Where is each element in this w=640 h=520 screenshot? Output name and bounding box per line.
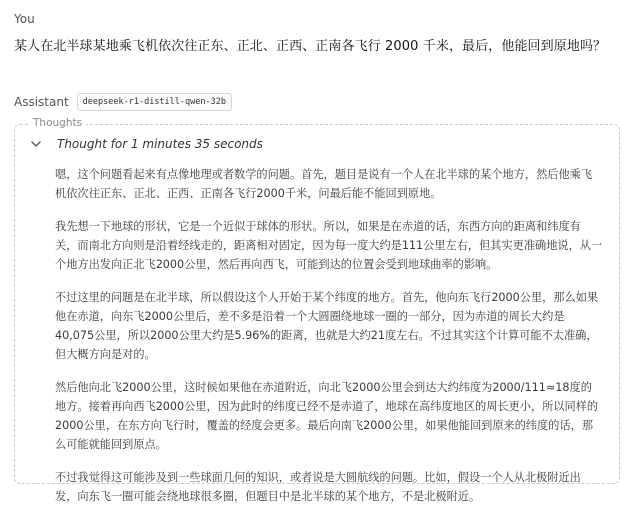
assistant-label: Assistant <box>14 95 69 109</box>
thought-duration: Thought for 1 minutes 35 seconds <box>57 137 263 151</box>
user-message: 某人在北半球某地乘飞机依次往正东、正北、正西、正南各飞行 2000 千米，最后，他能回到原地吗？ <box>14 39 607 54</box>
thoughts-panel <box>14 117 620 503</box>
thought-paragraph: 我先想一下地球的形状，它是一个近似于球体的形状。所以，如果是在赤道的话，东西方向的距离和纬度有关，而南北方向则是沿着经线走的，距离相对固定，因为每一度大约是111公里左右，但其实更准确地说，从一个地方出发向正北飞2000公里，然后再向西飞，可能到达的位置会受到地球曲率的影响。 <box>55 220 603 271</box>
assistant-header <box>14 93 232 111</box>
thought-body <box>55 165 603 520</box>
model-badge: deepseek-r1-distill-qwen-32b <box>77 93 232 111</box>
thoughts-legend: Thoughts <box>29 117 86 129</box>
thoughts-toggle[interactable] <box>29 137 263 151</box>
thought-paragraph: 嗯，这个问题看起来有点像地理或者数学的问题。首先，题目是说有一个人在北半球的某个地方，然后他乘飞机依次往正东、正北、正西、正南各飞行2000千米，问最后能不能回到原地。 <box>55 168 593 200</box>
you-label: You <box>14 12 35 26</box>
thought-paragraph: 不过这里的问题是在北半球，所以假设这个人开始于某个纬度的地方。首先，他向东飞行2000公里，那么如果他在赤道，向东飞2000公里后，差不多是沿着一个大圆圈绕地球一圈的一部分，因为赤道的周长大约是40,075公里，所以2000公里大约是5.96%的距离，也就是大约21度左右。不过其实这个计算可能不太准确，但大概方向是对的。 <box>55 291 599 361</box>
chevron-down-icon <box>29 137 43 151</box>
thought-paragraph: 不过我觉得这可能涉及到一些球面几何的知识，或者说是大圆航线的问题。比如，假设一个人从北极附近出发，向东飞一圈可能会绕地球很多圈，但题目中是北半球的某个地方，不是北极附近。 <box>55 471 581 503</box>
thought-paragraph: 然后他向北飞2000公里，这时候如果他在赤道附近，向北飞2000公里会到达大约纬度为2000/111≈18度的地方。接着再向西飞2000公里，因为此时的纬度已经不是赤道了，地球在高纬度地区的周长更小，所以同样的2000公里，在东方向飞行时，覆盖的经度会更多。最后向南飞2000公里，如果他能回到原来的纬度的话，那么可能就能回到原点。 <box>55 381 599 451</box>
